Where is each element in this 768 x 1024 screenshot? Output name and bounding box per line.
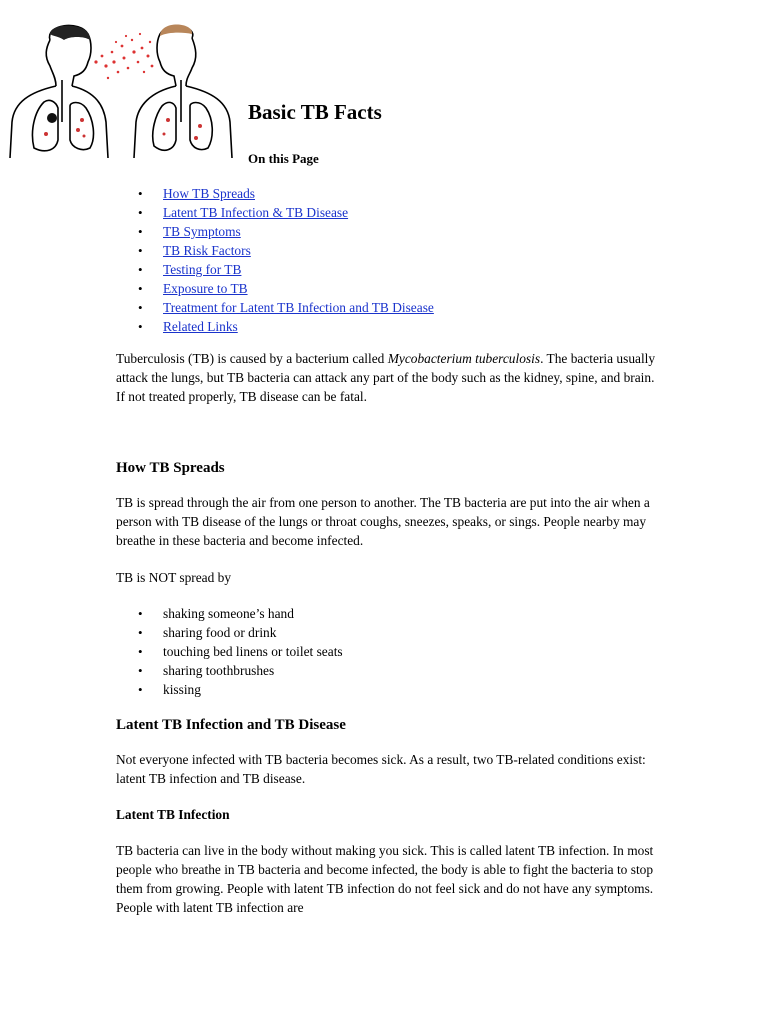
toc-link-how-tb-spreads[interactable]: How TB Spreads: [163, 186, 255, 201]
toc-link-exposure-to-tb[interactable]: Exposure to TB: [163, 281, 248, 296]
latent-infection-paragraph: TB bacteria can live in the body without making you sick. This is called latent TB infection. In most people who breathe in TB bacteria and become infected, the body is able to fight the bacteria to stop them from growing. People with latent TB infection do not feel sick and do not have any symptoms. People with latent TB infection are: [116, 843, 654, 915]
toc-link-tb-symptoms[interactable]: TB Symptoms: [163, 224, 241, 239]
toc-item: [116, 279, 656, 298]
on-this-page-heading: On this Page: [248, 151, 319, 166]
section-heading-how-tb-spreads: How TB Spreads: [116, 460, 225, 476]
toc-item: [116, 184, 656, 203]
tb-transmission-illustration: [0, 22, 242, 158]
list-item: • sharing food or drink: [116, 623, 656, 642]
list-item: • sharing toothbrushes: [116, 661, 656, 680]
intro-species-name: Mycobacterium tuberculosis: [387, 351, 541, 366]
table-of-contents: [116, 184, 656, 336]
toc-item: [116, 222, 656, 241]
toc-link-related-links[interactable]: Related Links: [163, 319, 238, 334]
tb-transmission-svg: [0, 22, 242, 158]
intro-text-end: . The bacteria usually attack the lungs, but TB bacteria can attack any part of the body such as the kidney, spine, and brain. If not treated properly, TB disease can be fatal.: [116, 351, 656, 404]
not-spread-intro: TB is NOT spread by: [116, 570, 232, 585]
page-title: Basic TB Facts: [248, 100, 382, 124]
not-spread-list: [116, 604, 656, 699]
toc-link-treatment[interactable]: Treatment for Latent TB Infection and TB Disease: [163, 300, 434, 315]
toc-item: [116, 241, 656, 260]
intro-text-start: Tuberculosis (TB) is caused by a bacterium called: [116, 351, 388, 366]
toc-item: [116, 317, 656, 336]
intro-paragraph: [116, 349, 656, 406]
list-item: • kissing: [116, 680, 656, 699]
toc-link-testing-for-tb[interactable]: Testing for TB: [163, 262, 242, 277]
main-content: [116, 184, 656, 917]
latent-paragraph: Not everyone infected with TB bacteria becomes sick. As a result, two TB-related conditions exist: latent TB infection and TB disease.: [116, 752, 646, 786]
toc-link-latent-tb[interactable]: Latent TB Infection & TB Disease: [163, 205, 349, 220]
section-heading-latent-tb: Latent TB Infection and TB Disease: [116, 717, 346, 733]
toc-item: [116, 298, 656, 317]
spreads-paragraph: TB is spread through the air from one person to another. The TB bacteria are put into the air when a person with TB disease of the lungs or throat coughs, sneezes, speaks, or sings. People nearby may breathe in these bacteria and become infected.: [116, 495, 650, 548]
toc-item: [116, 260, 656, 279]
list-item: • touching bed linens or toilet seats: [116, 642, 656, 661]
toc-item: [116, 203, 656, 222]
list-item: • shaking someone’s hand: [116, 604, 656, 623]
subheading-latent-tb-infection: Latent TB Infection: [116, 807, 230, 822]
toc-link-tb-risk-factors[interactable]: TB Risk Factors: [163, 243, 251, 258]
